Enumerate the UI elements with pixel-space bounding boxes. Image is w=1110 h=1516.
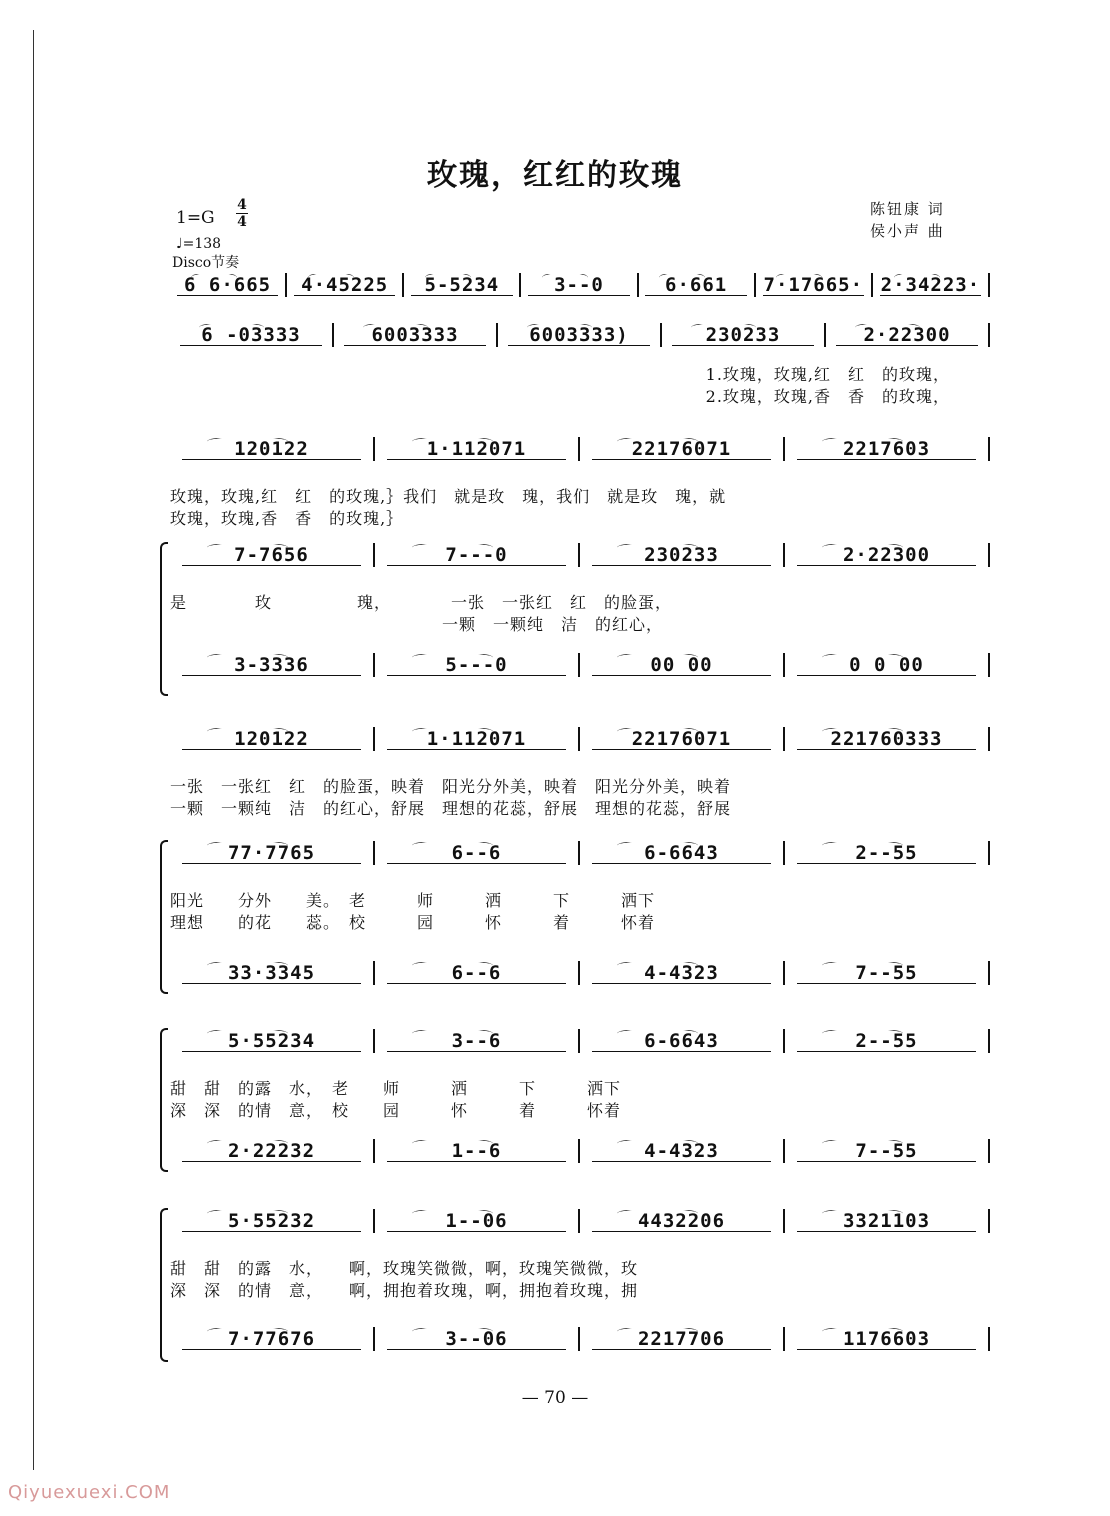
measure: 3--06 <box>375 1328 578 1350</box>
measure: 7·17665· <box>763 274 864 296</box>
measure: 3--0 <box>521 274 636 296</box>
measure: 4432206 <box>580 1210 783 1232</box>
composer-credit: 侯小声 曲 <box>870 222 945 240</box>
score-system <box>170 726 990 818</box>
lyric-line: 1.玫瑰，玫瑰,红 红 的玫瑰， <box>705 365 950 384</box>
measure: 2--55 <box>785 1030 988 1052</box>
lyric-line: 深 深 的情 意， 校 园 怀 着 怀着 <box>170 1101 622 1120</box>
system-brace <box>160 1028 168 1172</box>
lyric-line: 2.玫瑰，玫瑰,香 香 的玫瑰， <box>705 387 950 406</box>
lyric-line: 甜 甜 的露 水， 老 师 洒 下 洒下 <box>170 1079 622 1098</box>
measure: 1·112071 <box>375 438 578 460</box>
measure: 230233 <box>662 324 824 346</box>
measure: 2·22300 <box>785 544 988 566</box>
measure: 120122 <box>170 438 373 460</box>
measure: 3-3336 <box>170 654 373 676</box>
score-system <box>170 542 990 634</box>
measure: 6 -03333 <box>170 324 332 346</box>
page-number: — 70 — <box>521 1388 589 1408</box>
lyric-line: 是 玫 瑰， 一张 一张红 红 的脸蛋， <box>170 593 673 612</box>
lyricist-credit: 陈钮康 词 <box>870 200 945 218</box>
system-brace <box>160 1208 168 1362</box>
measure: 6003333) <box>498 324 660 346</box>
measure: 33·3345 <box>170 962 373 984</box>
score-system <box>170 1028 990 1120</box>
measure: 0 0 00 <box>785 654 988 676</box>
score-system <box>170 840 990 932</box>
score-system <box>170 652 990 732</box>
notation-line <box>170 542 990 568</box>
score-system <box>170 436 990 528</box>
time-signature-bottom: 4 <box>237 214 247 230</box>
measure: 4-4323 <box>580 962 783 984</box>
notation-line <box>170 1326 990 1352</box>
measure: 3--6 <box>375 1030 578 1052</box>
measure: 7--55 <box>785 1140 988 1162</box>
measure: 5·55232 <box>170 1210 373 1232</box>
measure: 2217706 <box>580 1328 783 1350</box>
system-brace <box>160 542 168 696</box>
key-signature: 1=G <box>176 208 215 228</box>
notation-line <box>170 272 990 298</box>
measure: 6-6643 <box>580 842 783 864</box>
measure: 2217603 <box>785 438 988 460</box>
measure: 22176071 <box>580 728 783 750</box>
notation-line <box>170 960 990 986</box>
rhythm-marking: Disco节奏 <box>172 255 240 271</box>
measure: 1--6 <box>375 1140 578 1162</box>
score-system <box>170 1208 990 1300</box>
lyric-line: 玫瑰，玫瑰,香 香 的玫瑰,｝ <box>170 509 404 528</box>
notation-line <box>170 1208 990 1234</box>
measure: 230233 <box>580 544 783 566</box>
page-margin-line <box>33 30 34 1470</box>
measure: 2·34223· <box>880 274 981 296</box>
measure: 22176071 <box>580 438 783 460</box>
lyric-line: 深 深 的情 意， 啊，拥抱着玫瑰，啊，拥抱着玫瑰，拥 <box>170 1281 639 1300</box>
measure: 3321103 <box>785 1210 988 1232</box>
lyric-line: 玫瑰，玫瑰,红 红 的玫瑰,｝我们 就是玫 瑰，我们 就是玫 瑰，就 <box>170 487 727 506</box>
measure: 1·112071 <box>375 728 578 750</box>
measure: 5·55234 <box>170 1030 373 1052</box>
notation-line <box>170 436 990 462</box>
measure: 7-7656 <box>170 544 373 566</box>
measure: 6 6·665 <box>170 274 285 296</box>
time-signature-top: 4 <box>237 197 247 213</box>
measure: 5---0 <box>375 654 578 676</box>
measure: 1176603 <box>785 1328 988 1350</box>
notation-line <box>170 840 990 866</box>
tempo-marking: ♩=138 <box>176 236 222 252</box>
measure: 2--55 <box>785 842 988 864</box>
lyric-line: 一张 一张红 红 的脸蛋，映着 阳光分外美，映着 阳光分外美，映着 <box>170 777 732 796</box>
time-signature <box>236 198 248 229</box>
measure: 00 00 <box>580 654 783 676</box>
lyric-line: 甜 甜 的露 水， 啊，玫瑰笑微微，啊，玫瑰笑微微，玫 <box>170 1259 639 1278</box>
measure: 2·22300 <box>826 324 988 346</box>
measure: 6-6643 <box>580 1030 783 1052</box>
site-watermark: Qiyuexuexi.COM <box>8 1482 171 1503</box>
measure: 2·22232 <box>170 1140 373 1162</box>
system-brace <box>160 840 168 994</box>
measure: 120122 <box>170 728 373 750</box>
notation-line <box>170 1028 990 1054</box>
lyric-line: 理想 的花 蕊。 校 园 怀 着 怀着 <box>170 913 656 932</box>
lyric-line: 一颗 一颗纯 洁 的红心， <box>170 615 664 634</box>
measure: 4·45225 <box>287 274 402 296</box>
notation-line <box>170 322 990 348</box>
lyric-line: 一颗 一颗纯 洁 的红心，舒展 理想的花蕊，舒展 理想的花蕊，舒展 <box>170 799 732 818</box>
measure: 4-4323 <box>580 1140 783 1162</box>
notation-line <box>170 1138 990 1164</box>
score-system <box>170 322 990 406</box>
measure: 6--6 <box>375 962 578 984</box>
notation-line <box>170 652 990 678</box>
measure: 7---0 <box>375 544 578 566</box>
measure: 6003333 <box>334 324 496 346</box>
measure: 1--06 <box>375 1210 578 1232</box>
score-system <box>170 1138 990 1218</box>
measure: 77·7765 <box>170 842 373 864</box>
measure: 5-5234 <box>404 274 519 296</box>
measure: 6--6 <box>375 842 578 864</box>
measure: 6·661 <box>639 274 754 296</box>
measure: 7·77676 <box>170 1328 373 1350</box>
measure: 7--55 <box>785 962 988 984</box>
measure: 221760333 <box>785 728 988 750</box>
notation-line <box>170 726 990 752</box>
song-title: 玫瑰，红红的玫瑰 <box>427 158 683 193</box>
lyric-line: 阳光 分外 美。 老 师 洒 下 洒下 <box>170 891 656 910</box>
